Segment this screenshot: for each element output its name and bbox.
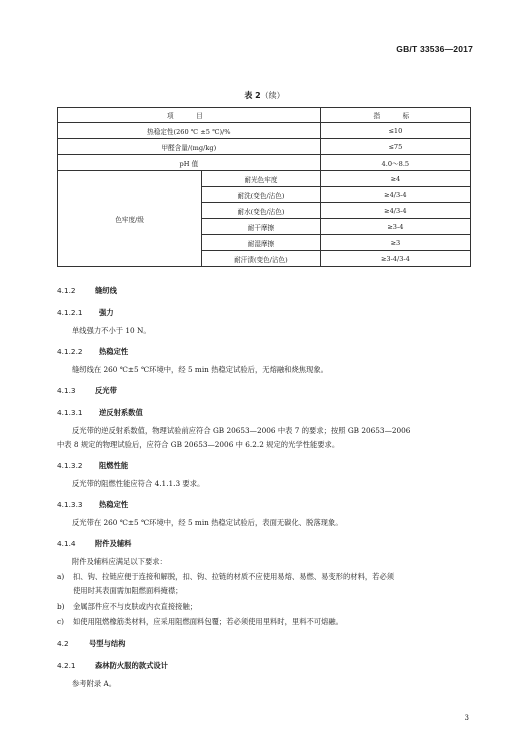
table-cell-item: 甲醛含量/(mg/kg) [58,139,321,155]
table-cell-item: 耐干摩擦 [202,219,320,235]
paragraph: 单线强力不小于 10 N。 [72,326,151,335]
paragraph: 参考附录 A。 [72,679,117,688]
table-cell-value: ≤10 [320,123,470,139]
page-number: 3 [464,714,469,722]
table-caption: 表 2（续） [244,91,285,100]
spec-table [57,107,471,267]
list-item: c) 如使用阻燃橡筋类材料，应采用阻燃面料包覆；若必须使用里料时，里料不可熔融。 [57,617,343,626]
paragraph: 反光带的逆反射系数值，物理试验前应符合 GB 20653—2006 中表 7 的要求；按照 GB 20653—2006 中表 8 规定的物理试验后，应符合 GB 20653—2006 中 6.2.2 规定的光学性能要求。 [57,426,411,449]
list-item: b) 金属部件应不与皮肤或内衣直接接触； [57,602,198,611]
table-cell-item: 耐湿摩擦 [202,235,320,251]
table-cell-item: pH 值 [58,155,321,171]
table-cell-value: 4.0～8.5 [320,155,470,171]
section-heading-4-1-4: 4.1.4 附件及辅料 [57,539,132,548]
paragraph: 反光带的阻燃性能应符合 4.1.1.3 要求。 [72,479,205,488]
table-row [58,171,471,187]
list-item: a) 扣、钩、拉链应便于连接和解脱，扣、钩、拉链的材质不应使用易熔、易燃、易变形的材料，若必须 使用时其表面需加阻燃面料掩襟； [57,572,395,595]
table-row [58,123,471,139]
table-cell-value: ≥4 [320,171,470,187]
section-heading-4-1-3-3: 4.1.3.3 热稳定性 [57,500,129,509]
table-cell-value: ≥4/3-4 [320,203,470,219]
col-header-index: 指 标 [320,108,470,123]
section-heading-4-2-1: 4.2.1 森林防火服的款式设计 [57,661,168,670]
section-heading-4-1-2: 4.1.2 缝纫线 [57,286,117,295]
col-header-item: 项 目 [58,108,321,123]
paragraph: 反光带在 260 ℃±5 ℃环境中，经 5 min 热稳定试验后，表面无碳化、脱落现象。 [72,518,343,527]
table-cell-item: 耐水(变色/沾色) [202,203,320,219]
table-row [58,155,471,171]
section-heading-4-1-3: 4.1.3 反光带 [57,386,117,395]
table-cell-value: ≥4/3-4 [320,187,470,203]
table-cell-value: ≥3-4/3-4 [320,251,470,267]
table-cell-value: ≤75 [320,139,470,155]
table-row [58,139,471,155]
standard-number: GB/T 33536—2017 [396,44,473,54]
table-cell-value: ≥3-4 [320,219,470,235]
section-heading-4-1-2-2: 4.1.2.2 热稳定性 [57,347,129,356]
section-heading-4-1-3-1: 4.1.3.1 逆反射系数值 [57,408,143,417]
section-heading-4-1-2-1: 4.1.2.1 强力 [57,308,114,317]
table-cell-item: 耐光色牢度 [202,171,320,187]
table-cell-item: 热稳定性(260 ℃ ±5 ℃)/% [58,123,321,139]
table-cell-item: 耐汗渍(变色/沾色) [202,251,320,267]
section-heading-4-2: 4.2 号型与结构 [57,639,126,648]
table-cell-value: ≥3 [320,235,470,251]
group-label-cell: 色牢度/级 [58,171,202,267]
table-cell-item: 耐洗(变色/沾色) [202,187,320,203]
table-header-row [58,108,471,123]
paragraph: 缝纫线在 260 ℃±5 ℃环境中，经 5 min 热稳定试验后，无熔融和烧焦现象。 [72,365,328,374]
section-heading-4-1-3-2: 4.1.3.2 阻燃性能 [57,461,129,470]
paragraph: 附件及辅料应满足以下要求： [72,557,167,566]
